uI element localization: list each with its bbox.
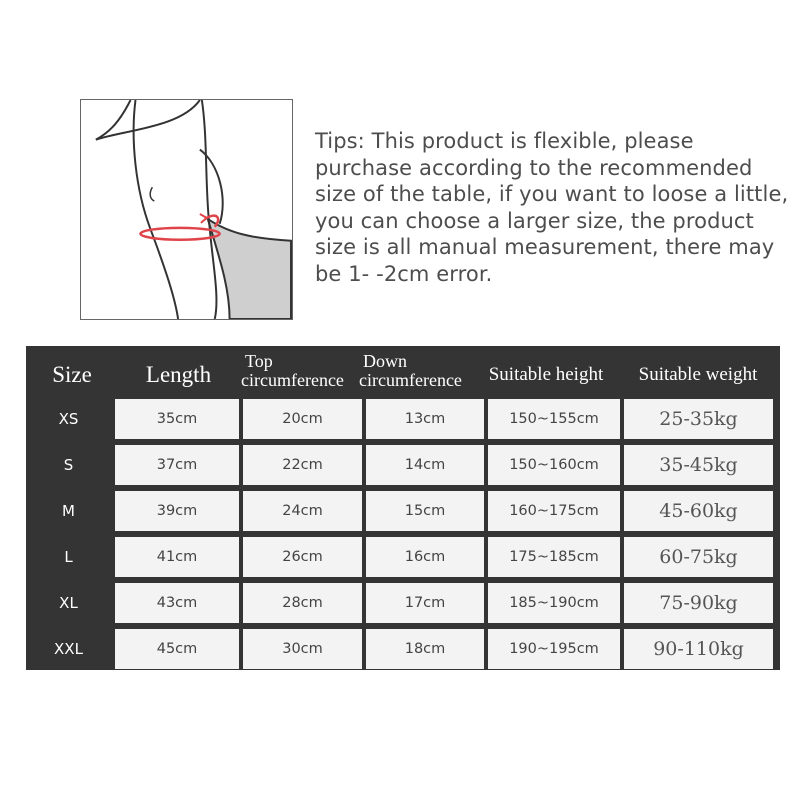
- cell-top: 26cm: [243, 537, 362, 577]
- cell-length: 37cm: [115, 445, 239, 485]
- size-label: XL: [59, 594, 78, 612]
- cell-weight: 45-60kg: [624, 491, 773, 531]
- header-down-line2: circumference: [359, 370, 462, 390]
- size-label: XXL: [54, 640, 83, 658]
- cell-height: 185~190cm: [488, 583, 620, 623]
- cell-length: 43cm: [115, 583, 239, 623]
- cell-down: 14cm: [366, 445, 484, 485]
- header-down-line1: Down: [363, 351, 407, 371]
- cell-weight: 25-35kg: [624, 399, 773, 439]
- size-label: XS: [58, 410, 79, 428]
- header-down-circumference: [357, 346, 475, 403]
- cell-top: 20cm: [243, 399, 362, 439]
- tips-text: [315, 128, 789, 287]
- cell-down: 18cm: [366, 629, 484, 669]
- cell-height: 160~175cm: [488, 491, 620, 531]
- size-label: L: [64, 548, 73, 566]
- arm-measurement-icon: [81, 100, 292, 319]
- header-size: Size: [52, 361, 92, 387]
- cell-length: 39cm: [115, 491, 239, 531]
- cell-height: 175~185cm: [488, 537, 620, 577]
- size-label: S: [63, 456, 74, 474]
- cell-down: 15cm: [366, 491, 484, 531]
- cell-length: 41cm: [115, 537, 239, 577]
- cell-top: 28cm: [243, 583, 362, 623]
- cell-weight: 75-90kg: [624, 583, 773, 623]
- header-length: Length: [145, 361, 212, 387]
- header-suitable-weight: Suitable weight: [638, 363, 758, 385]
- cell-top: 22cm: [243, 445, 362, 485]
- header-suitable-height: Suitable height: [488, 363, 604, 385]
- cell-length: 45cm: [115, 629, 239, 669]
- header-top-line1: Top: [245, 351, 273, 371]
- cell-weight: 35-45kg: [624, 445, 773, 485]
- cell-down: 13cm: [366, 399, 484, 439]
- cell-weight: 60-75kg: [624, 537, 773, 577]
- cell-top: 24cm: [243, 491, 362, 531]
- tips-line: purchase according to the recommended: [315, 155, 753, 180]
- cell-top: 30cm: [243, 629, 362, 669]
- tips-line: be 1- -2cm error.: [315, 261, 493, 286]
- cell-height: 150~155cm: [488, 399, 620, 439]
- cell-height: 190~195cm: [488, 629, 620, 669]
- tips-line: size of the table, if you want to loose a little,: [315, 182, 789, 206]
- cell-down: 16cm: [366, 537, 484, 577]
- header-top-circumference: [239, 346, 357, 403]
- cell-length: 35cm: [115, 399, 239, 439]
- tips-line: size is all manual measurement, there may: [315, 235, 775, 259]
- tips-line: you can choose a larger size, the product: [315, 208, 754, 233]
- cell-height: 150~160cm: [488, 445, 620, 485]
- cell-weight: 90-110kg: [624, 629, 773, 669]
- size-label: M: [62, 502, 75, 520]
- cell-down: 17cm: [366, 583, 484, 623]
- size-table: [26, 346, 780, 670]
- tips-line: Tips: This product is flexible, please: [315, 129, 694, 153]
- arm-measurement-illustration: [80, 99, 293, 320]
- header-top-line2: circumference: [241, 370, 344, 390]
